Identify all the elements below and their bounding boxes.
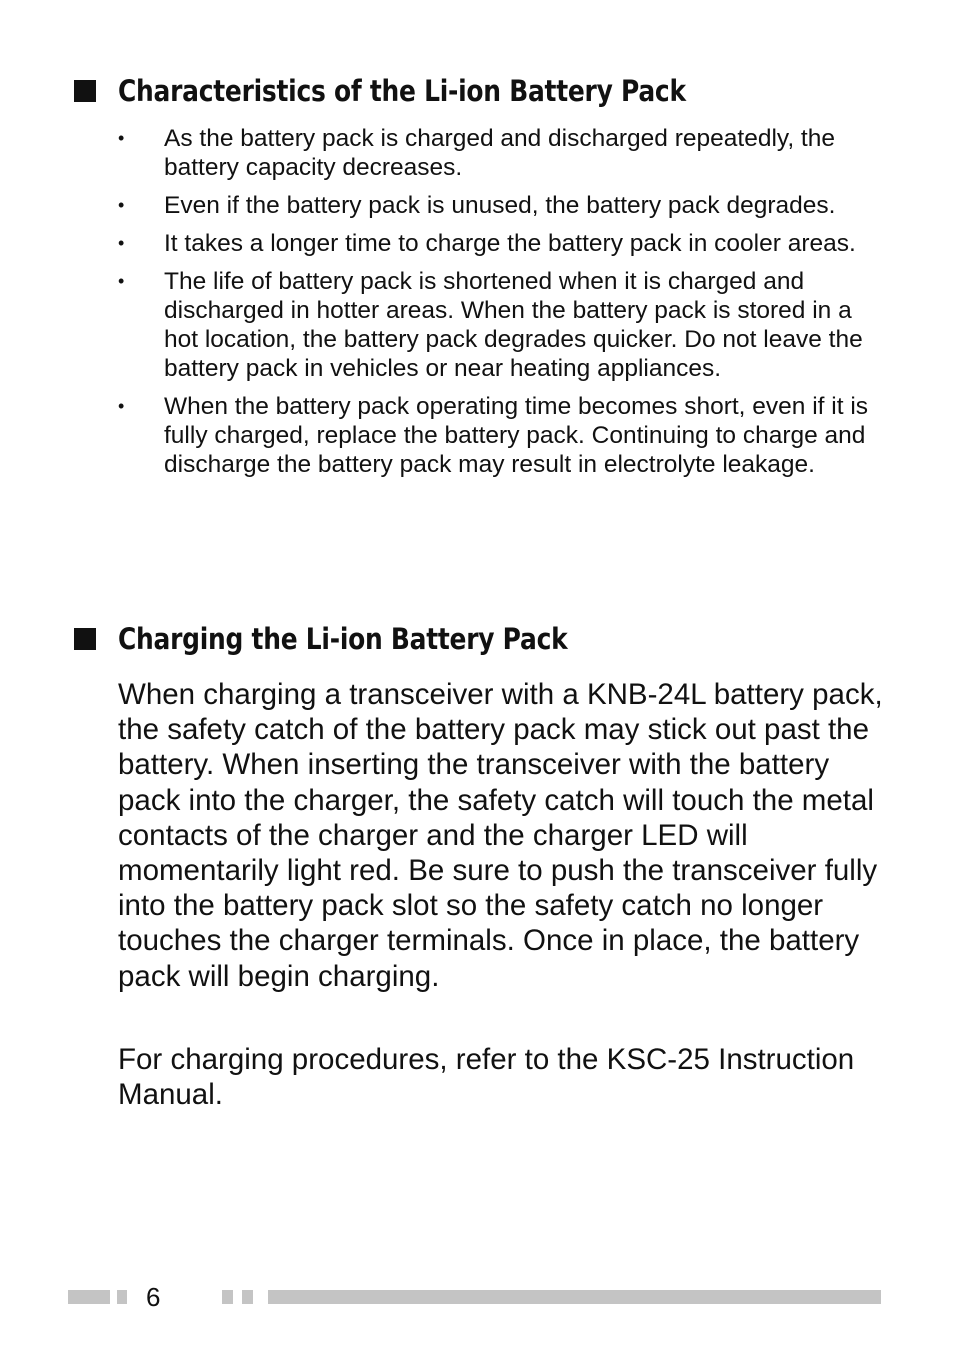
section-heading-text: Characteristics of the Li-ion Battery Pack	[118, 74, 686, 108]
footer-bar-right	[268, 1290, 881, 1304]
bullet-icon: •	[118, 396, 125, 416]
footer-bar-left-small	[117, 1290, 127, 1304]
charging-paragraph: When charging a transceiver with a KNB-24L battery pack, the safety catch of the battery pack may stick out past the battery. When inserting the transceiver with the battery pack into the charger, the safety catch will touch the metal contacts of the charger and the charger LED will momentarily light red. Be sure to push the transceiver fully into the battery pack slot so the safety catch no longer touches the charger terminals. Once in place, the battery pack will begin charging.	[118, 678, 883, 993]
list-item	[118, 229, 888, 258]
footer-bar-left	[68, 1290, 110, 1304]
bullet-icon: •	[118, 271, 125, 291]
bullet-icon: •	[118, 233, 125, 253]
list-item	[118, 392, 888, 479]
heading-square-icon	[74, 628, 96, 650]
list-item-text: It takes a longer time to charge the battery pack in cooler areas.	[164, 230, 856, 257]
bullet-icon: •	[118, 128, 125, 148]
section-heading-characteristics	[74, 71, 778, 111]
list-item	[118, 124, 888, 182]
footer-bar-dash-1	[222, 1290, 233, 1304]
page-number: 6	[146, 1282, 161, 1312]
charging-reference-paragraph: For charging procedures, refer to the KSC-25 Instruction Manual.	[118, 1043, 855, 1112]
list-item	[118, 191, 888, 220]
bullet-icon: •	[118, 195, 125, 215]
section-heading-charging	[74, 619, 641, 659]
list-item-text: The life of battery pack is shortened when it is charged and discharged in hotter areas. When the battery pack is stored in a hot location, the battery pack degrades quicker. Do not leave the battery pack in vehicles or near heating appliances.	[164, 268, 863, 382]
footer-bar-dash-2	[242, 1290, 253, 1304]
characteristics-bullet-list	[118, 124, 888, 488]
list-item-text: As the battery pack is charged and discharged repeatedly, the battery capacity decreases.	[164, 125, 835, 181]
heading-square-icon	[74, 80, 96, 102]
section-heading-text: Charging the Li-ion Battery Pack	[118, 622, 568, 656]
list-item-text: When the battery pack operating time becomes short, even if it is fully charged, replace the battery pack. Continuing to charge and discharge the battery pack may result in electrolyte leakage.	[164, 393, 869, 478]
list-item-text: Even if the battery pack is unused, the battery pack degrades.	[164, 192, 836, 219]
list-item	[118, 267, 888, 383]
